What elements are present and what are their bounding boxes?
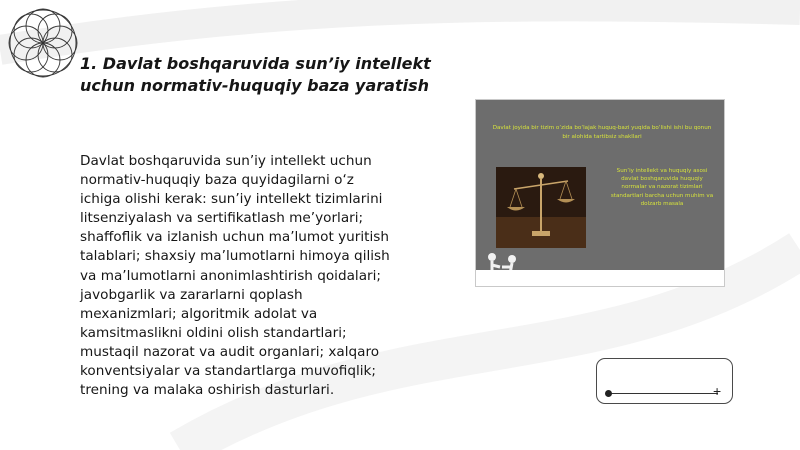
slide-body-text: Davlat boshqaruvida sun’iy intellekt uchun normativ-huquqiy baza quyidagilarni o‘z ichiga olishi kerak: sun’iy intellekt tizimlarini litsenziyalash va sertifikatlash me’yorlari; shaffoflik va izlanish uchun ma’lumot yuritish talablari; shaxsiy ma’lumotlarni himoya qilish va ma’lumotlarni anonimlashtirish qoidalari; javobgarlik va zararlarni qoplash mexanizmlari; algoritmik adolat va kamsitmaslikni oldini olish standartlari; mustaqil nazorat va audit organlari; xalqaro konventsiyalar va standartlarga muvofiqlik; trening va malaka oshirish dasturlari. bbox=[80, 153, 390, 399]
audio-player bbox=[596, 358, 733, 404]
thumbnail-top-text: Davlat joyida bir tizim o‘zida bo‘lajak huquq-bazi yuqida bo‘lishi ishi bu qonun bir alohida tartibsiz shakllari bbox=[492, 125, 712, 140]
slide-title: 1. Davlat boshqaruvida sun’iy intellekt uchun normativ-huquqiy baza yaratish bbox=[80, 54, 431, 95]
plus-icon[interactable]: + bbox=[713, 383, 722, 399]
ornament-logo bbox=[4, 4, 82, 82]
audio-progress-track[interactable] bbox=[608, 393, 718, 394]
thumbnail-right-text: Sun’iy intellekt va huquqiy asosi davlat boshqaruvida huquqiy normalar va nazorat tizimlari standartlari barcha uchun muhim va dolzarb masala bbox=[610, 168, 714, 207]
embedded-slide-image bbox=[475, 99, 725, 287]
scales-of-justice-image bbox=[496, 167, 586, 248]
play-icon[interactable] bbox=[605, 390, 612, 397]
